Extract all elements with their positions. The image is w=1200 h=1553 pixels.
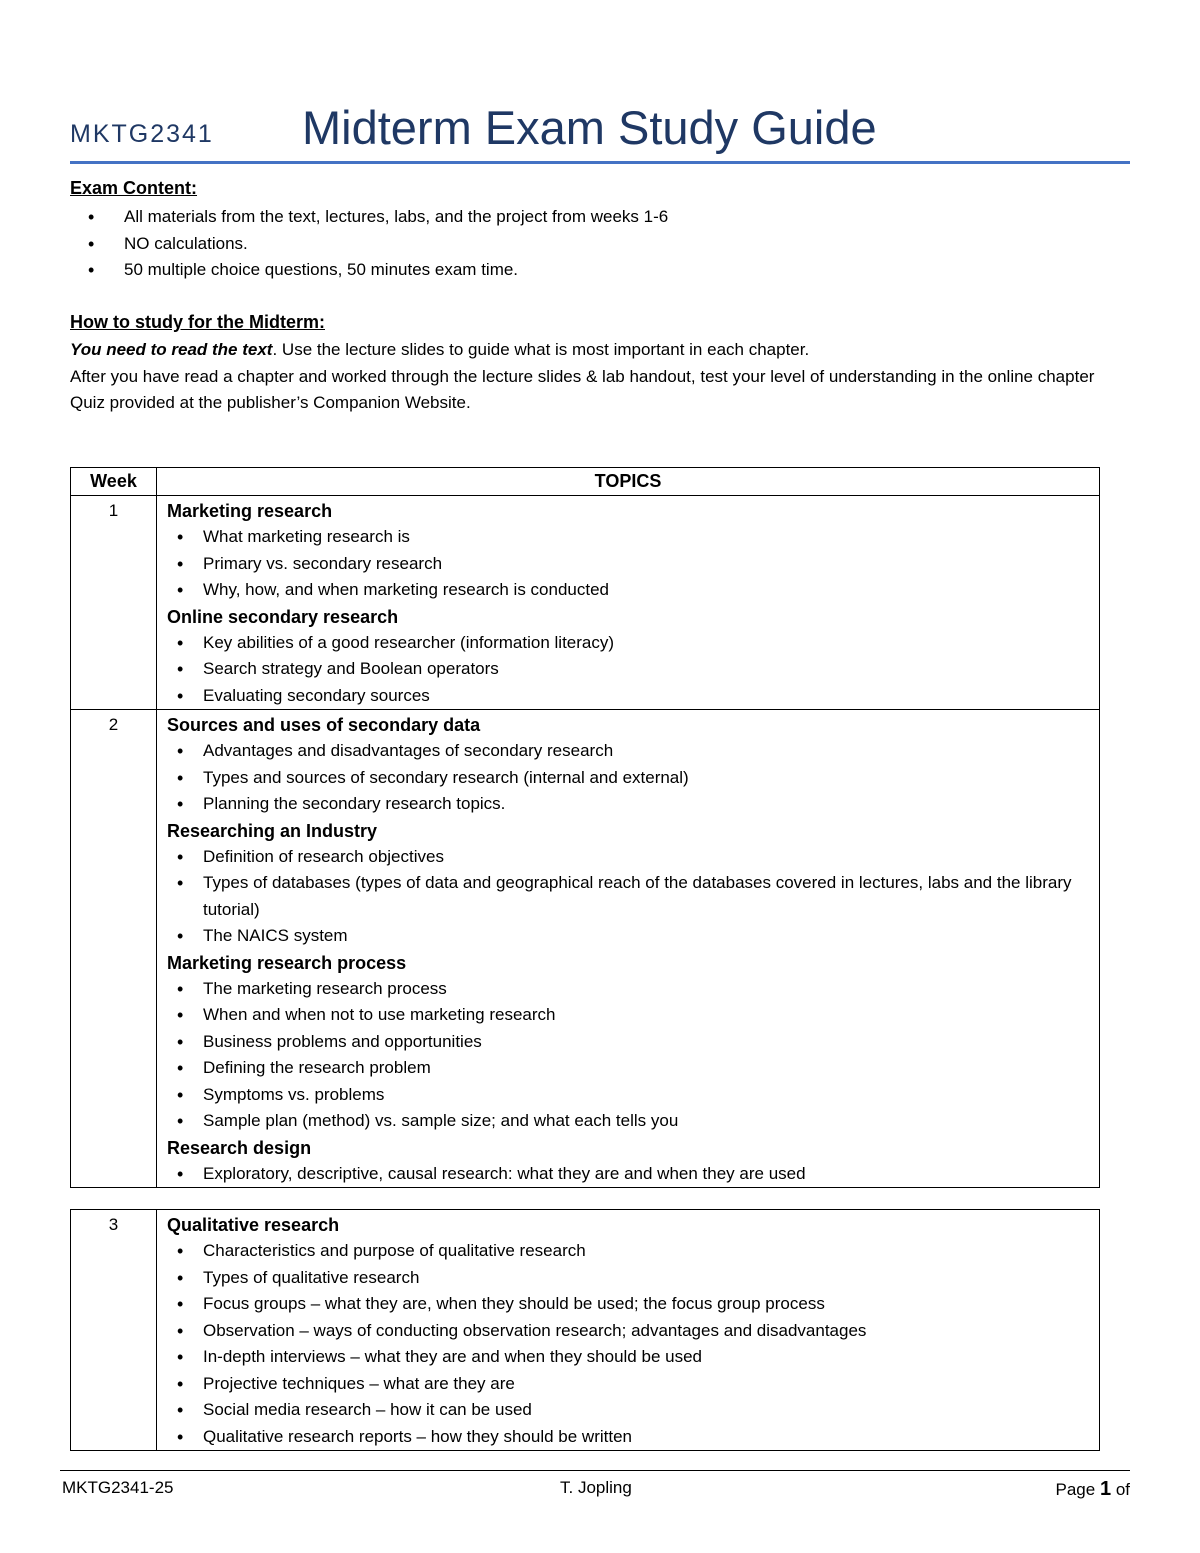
topic-list — [167, 738, 1099, 818]
topic-group-title: Research design — [167, 1137, 312, 1158]
list-item: • Symptoms vs. problems — [167, 1082, 1099, 1109]
study-instructions — [70, 337, 1130, 417]
list-item: • When and when not to use marketing research — [167, 1002, 1099, 1029]
list-item: • Search strategy and Boolean operators — [167, 656, 1099, 683]
list-item: • Projective techniques – what are they are — [167, 1371, 1099, 1398]
list-item: • Qualitative research reports – how they should be written — [167, 1424, 1099, 1451]
list-item: • Focus groups – what they are, when they should be used; the focus group process — [167, 1291, 1099, 1318]
footer-page-number — [1056, 1478, 1130, 1501]
list-item: • NO calculations. — [70, 231, 668, 258]
topic-list — [167, 524, 1099, 604]
list-item: • Sample plan (method) vs. sample size; and what each tells you — [167, 1108, 1099, 1135]
title-underline — [70, 161, 1130, 164]
table-header-row — [71, 468, 1100, 496]
week-number: 3 — [71, 1210, 157, 1451]
list-item: • Key abilities of a good researcher (information literacy) — [167, 630, 1099, 657]
week-number: 2 — [71, 710, 157, 1188]
list-item: • The NAICS system — [167, 923, 1099, 950]
list-item: • Observation – ways of conducting observation research; advantages and disadvantages — [167, 1318, 1099, 1345]
instruction-line-1: . Use the lecture slides to guide what is most important in each chapter. — [272, 340, 810, 359]
list-item: • Characteristics and purpose of qualitative research — [167, 1238, 1099, 1265]
list-item: • Business problems and opportunities — [167, 1029, 1099, 1056]
list-item: • Why, how, and when marketing research is conducted — [167, 577, 1099, 604]
topic-group-title: Qualitative research — [167, 1215, 340, 1235]
course-code: MKTG2341 — [70, 120, 214, 148]
list-item: • Planning the secondary research topics. — [167, 791, 1099, 818]
document-title: Midterm Exam Study Guide — [302, 101, 877, 154]
list-item: • Types of qualitative research — [167, 1265, 1099, 1292]
list-item: • In-depth interviews – what they are and when they should be used — [167, 1344, 1099, 1371]
list-item: • All materials from the text, lectures, labs, and the project from weeks 1-6 — [70, 204, 668, 231]
topic-group-title: Marketing research process — [167, 952, 407, 973]
list-item: • Exploratory, descriptive, causal research: what they are and when they are used — [167, 1161, 1099, 1188]
topic-list — [167, 1161, 1099, 1188]
how-to-study-heading: How to study for the Midterm: — [70, 312, 325, 332]
footer-author: T. Jopling — [560, 1478, 632, 1497]
table-row — [71, 496, 1100, 710]
topic-list — [167, 630, 1099, 710]
week-topics — [157, 710, 1100, 1188]
topic-list — [167, 1238, 1099, 1450]
read-text-emphasis: You need to read the text — [70, 340, 273, 359]
footer-divider — [60, 1470, 1130, 1471]
list-item: • 50 multiple choice questions, 50 minutes exam time. — [70, 257, 668, 284]
exam-content-heading: Exam Content: — [70, 178, 198, 198]
list-item: • Types and sources of secondary research (internal and external) — [167, 765, 1099, 792]
topic-list — [167, 844, 1099, 950]
document-header — [70, 100, 1130, 166]
week-topics — [157, 496, 1100, 710]
list-item: • Definition of research objectives — [167, 844, 1099, 871]
table-row — [71, 1210, 1100, 1451]
week-topics — [157, 1210, 1100, 1451]
list-item: • Advantages and disadvantages of secondary research — [167, 738, 1099, 765]
topics-table — [70, 467, 1100, 1188]
list-item: • What marketing research is — [167, 524, 1099, 551]
topics-column-header: TOPICS — [157, 468, 1100, 496]
week-column-header: Week — [71, 468, 157, 496]
topic-group-title: Researching an Industry — [167, 820, 378, 841]
list-item: • Types of databases (types of data and geographical reach of the databases covered in lectures, labs and the library tutorial) — [167, 870, 1099, 923]
instruction-line-2: After you have read a chapter and worked through the lecture slides & lab handout, test your level of understanding in the online chapter Quiz provided at the publisher’s Companion Website. — [70, 366, 1095, 412]
topic-group-title: Marketing research — [167, 501, 333, 521]
list-item: • The marketing research process — [167, 976, 1099, 1003]
page-label: Page — [1055, 1480, 1096, 1499]
topics-table-continued — [70, 1209, 1100, 1451]
topic-list — [167, 976, 1099, 1135]
topic-group-title: Online secondary research — [167, 606, 399, 627]
page-number: 1 — [1099, 1478, 1112, 1500]
exam-content-list — [70, 204, 668, 284]
list-item: • Defining the research problem — [167, 1055, 1099, 1082]
list-item: • Social media research – how it can be used — [167, 1397, 1099, 1424]
week-number: 1 — [71, 496, 157, 710]
footer-course-code: MKTG2341-25 — [62, 1478, 174, 1497]
page-of-label: of — [1115, 1480, 1130, 1499]
table-row — [71, 710, 1100, 1188]
topic-group-title: Sources and uses of secondary data — [167, 715, 481, 735]
list-item: • Evaluating secondary sources — [167, 683, 1099, 710]
list-item: • Primary vs. secondary research — [167, 551, 1099, 578]
